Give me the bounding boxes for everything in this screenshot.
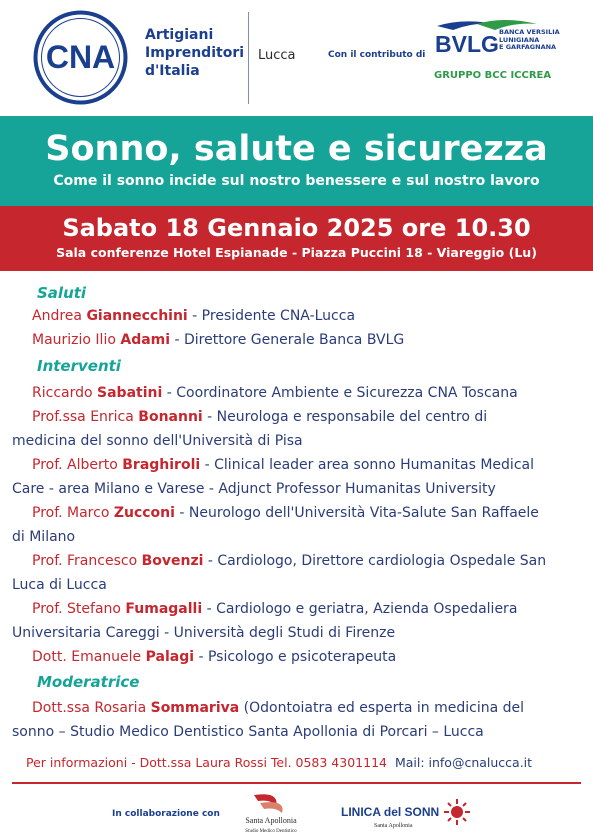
event-venue: Sala conferenze Hotel Espianade - Piazza Puccini 18 - Viareggio (Lu) [56,245,537,260]
speaker-role: - Cardiologo e geriatra, Azienda Ospedaliera [202,601,518,617]
speaker-role: - Clinical leader area sonno Humanitas Medical [200,457,534,473]
speaker-last: Braghiroli [122,457,201,473]
speaker-role-continued: Luca di Lucca [12,577,107,593]
speaker-first: Prof. Alberto [32,457,123,473]
org-name [145,26,244,80]
event-subtitle: Come il sonno incide sul nostro benessere e sul nostro lavoro [53,173,540,189]
event-date: Sabato 18 Gennaio 2025 ore 10.30 [62,214,531,242]
bank-line-2: LUNIGIANA [499,35,540,44]
speaker-last: Sommariva [150,700,240,716]
speaker-role-continued: Care - area Milano e Varese - Adjunct Professor Humanitas University [12,481,496,497]
speaker-role: (Odontoiatra ed esperta in medicina del [239,700,525,716]
speaker-last: Adami [120,332,171,348]
section-interventi: Interventi [37,357,121,375]
speaker-last: Bonanni [138,409,203,425]
speaker-line [12,597,587,621]
speaker-line [12,645,587,669]
footer-divider [12,782,581,784]
speaker-line [12,381,587,405]
speaker-role: - Presidente CNA-Lucca [187,308,356,324]
speaker-last: Bovenzi [141,553,204,569]
speaker-first: Prof. Stefano [32,601,126,617]
cna-logo-text: CNA [45,39,116,75]
cna-logo-icon [33,10,128,105]
clinica-sonno-sun-icon [326,795,476,831]
contact-phone: Per informazioni - Dott.ssa Laura Rossi Tel. 0583 4301114 [26,755,387,770]
speaker-first: Riccardo [32,385,98,401]
speaker-role: - Psicologo e psicoterapeuta [194,649,397,665]
speaker-line [12,328,587,352]
partner1-sub: Studio Medico Dentistico [245,829,297,834]
contact-info [26,755,532,770]
speaker-role: - Neurologa e responsabile del centro di [202,409,488,425]
speaker-last: Giannecchini [86,308,188,324]
city-label: Lucca [258,48,296,63]
speaker-role-continued: medicina del sonno dell'Università di Pisa [12,433,303,449]
contact-email[interactable]: Mail: info@cnalucca.it [394,755,533,770]
speaker-role: - Neurologo dell'Università Vita-Salute San Raffaele [174,505,539,521]
bvlg-logo-text: BVLG [435,31,499,57]
speaker-line [12,501,587,525]
speaker-last: Palagi [145,649,195,665]
org-line-3: d'Italia [145,63,200,79]
partner2-name: LINICA del SONN [341,805,440,819]
header [0,0,593,116]
speaker-first: Maurizio Ilio [32,332,121,348]
speaker-line [12,453,587,477]
bank-line-3: E GARFAGNANA [499,43,557,51]
speaker-first: Prof. Francesco [32,553,142,569]
partner2-sub: Santa Apollonia [374,823,413,829]
contribution-label: Con il contributo di [328,50,426,60]
speaker-role: - Cardiologo, Direttore cardiologia Ospedale San [203,553,547,569]
speaker-line [12,405,587,429]
bank-name [499,29,560,52]
santa-apollonia-swirl-icon [236,791,306,835]
speaker-line [12,549,587,573]
date-banner [0,206,593,271]
section-moderatrice: Moderatrice [37,673,140,691]
header-divider [248,12,249,104]
bank-group: GRUPPO BCC ICCREA [434,70,552,81]
speaker-role: - Coordinatore Ambiente e Sicurezza CNA Toscana [162,385,518,401]
speaker-role-continued: sonno – Studio Medico Dentistico Santa Apollonia di Porcari – Lucca [12,724,484,740]
speaker-first: Prof.ssa Enrica [32,409,139,425]
event-title: Sonno, salute e sicurezza [45,129,548,169]
speaker-last: Fumagalli [125,601,203,617]
speaker-last: Sabatini [97,385,163,401]
speaker-first: Andrea [32,308,87,324]
speaker-role-continued: Universitaria Careggi - Università degli Studi di Firenze [12,625,396,641]
collaboration-label: In collaborazione con [112,809,220,819]
section-saluti: Saluti [37,284,87,302]
speaker-role-continued: di Milano [12,529,76,545]
speaker-first: Dott.ssa Rosaria [32,700,151,716]
speaker-role: - Direttore Generale Banca BVLG [170,332,405,348]
speaker-line [12,304,587,328]
speaker-first: Prof. Marco [32,505,114,521]
title-banner [0,116,593,206]
org-line-2: Imprenditori [145,45,245,61]
speaker-line [12,696,587,720]
partner1-name: Santa Apollonia [245,816,297,825]
bank-line-1: BANCA VERSILIA [499,28,560,36]
speaker-last: Zucconi [113,505,175,521]
org-line-1: Artigiani [145,27,214,43]
speaker-first: Dott. Emanuele [32,649,146,665]
